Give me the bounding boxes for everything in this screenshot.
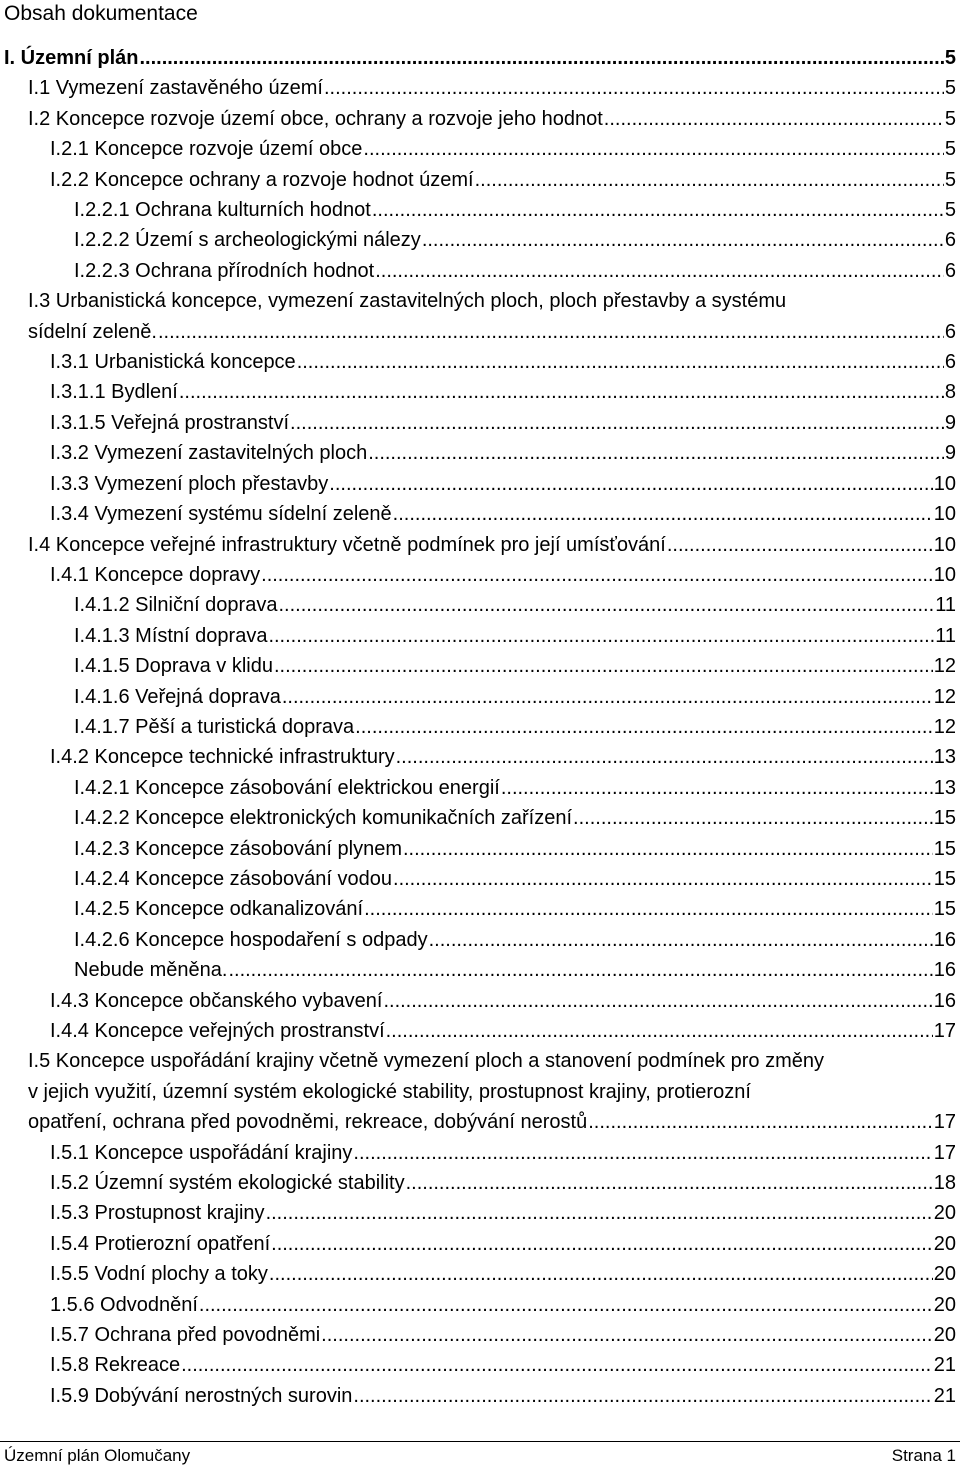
dot-leader <box>181 1350 933 1380</box>
dot-leader <box>368 438 944 468</box>
toc-entry[interactable] <box>0 590 960 620</box>
toc-entry[interactable] <box>0 347 960 377</box>
toc-entry[interactable] <box>0 43 960 73</box>
toc-entry[interactable] <box>0 986 960 1016</box>
dot-leader <box>266 1198 933 1228</box>
toc-entry-page: 16 <box>933 928 956 951</box>
toc-entry-title: I.2.2 Koncepce ochrany a rozvoje hodnot území <box>50 168 474 191</box>
dot-leader <box>604 104 944 134</box>
toc-entry[interactable] <box>0 286 960 347</box>
toc-entry-page: 20 <box>933 1202 956 1225</box>
dot-leader <box>403 834 933 864</box>
toc-entry-page: 12 <box>933 655 956 678</box>
toc-entry[interactable] <box>0 73 960 103</box>
toc-entry-title: 1.5.6 Odvodnění <box>50 1293 198 1316</box>
toc-entry-title: I.2.2.1 Ochrana kulturních hodnot <box>74 199 371 222</box>
toc-entry-page: 21 <box>933 1354 956 1377</box>
toc-entry-page: 17 <box>933 1111 956 1134</box>
toc-entry-page: 9 <box>944 442 956 465</box>
toc-entry[interactable] <box>0 894 960 924</box>
toc-entry[interactable] <box>0 377 960 407</box>
toc-entry-title: I.1 Vymezení zastavěného území <box>28 77 323 100</box>
toc-entry[interactable] <box>0 1259 960 1289</box>
dot-leader <box>271 1229 933 1259</box>
dot-leader <box>355 712 933 742</box>
toc-entry-page: 17 <box>933 1141 956 1164</box>
toc-entry-page: 20 <box>933 1293 956 1316</box>
dot-leader <box>199 1290 933 1320</box>
dot-leader <box>274 651 933 681</box>
dot-leader <box>353 1381 932 1411</box>
toc-entry-title: I.3.2 Vymezení zastavitelných ploch <box>50 442 368 465</box>
dot-leader <box>261 560 933 590</box>
toc-entry-title: I.5.9 Dobývání nerostných surovin <box>50 1384 353 1407</box>
toc-entry-page: 6 <box>944 351 956 374</box>
toc-entry-title: I.2 Koncepce rozvoje území obce, ochrany a rozvoje jeho hodnot <box>28 107 603 130</box>
dot-leader <box>393 864 933 894</box>
toc-entry[interactable] <box>0 651 960 681</box>
dot-leader <box>363 134 943 164</box>
toc-entry-title: I.4.1.6 Veřejná doprava <box>74 685 281 708</box>
page-footer <box>0 1441 960 1468</box>
toc-entry-page: 16 <box>933 989 956 1012</box>
dot-leader <box>383 986 932 1016</box>
toc-entry-page: 6 <box>944 259 956 282</box>
toc-entry-title: I.4.2 Koncepce technické infrastruktury <box>50 746 395 769</box>
dot-leader <box>290 408 944 438</box>
dot-leader <box>269 1259 933 1289</box>
toc-entry-page: 10 <box>933 472 956 495</box>
dot-leader <box>158 317 944 347</box>
toc-entry-page: 6 <box>944 229 956 252</box>
toc-entry-title: I.4.4 Koncepce veřejných prostranství <box>50 1020 385 1042</box>
dot-leader <box>297 347 944 377</box>
toc-entry[interactable] <box>0 925 960 955</box>
dot-leader <box>282 682 933 712</box>
dot-leader <box>396 742 933 772</box>
toc-entry[interactable] <box>0 469 960 499</box>
toc-entry-title: I.3.1.1 Bydlení <box>50 381 178 404</box>
toc-entry-title: I.4.1.5 Doprava v klidu <box>74 655 273 678</box>
toc-entry-title: I.5.5 Vodní plochy a toky <box>50 1263 268 1286</box>
dot-leader <box>278 590 934 620</box>
toc-entry[interactable] <box>0 1229 960 1259</box>
toc-entry-title: I.3.3 Vymezení ploch přestavby <box>50 472 329 495</box>
toc-entry-title: I.2.2.2 Území s archeologickými nálezy <box>74 229 421 252</box>
dot-leader <box>386 1016 933 1046</box>
toc-entry[interactable] <box>0 1320 960 1350</box>
toc-entry-title: I.5.4 Protierozní opatření <box>50 1232 271 1255</box>
toc-entry-title: I.3 Urbanistická koncepce, vymezení zastavitelných ploch, ploch přestavby a systému <box>28 290 787 313</box>
dot-leader <box>422 225 944 255</box>
toc-entry-title: I.4.1 Koncepce dopravy <box>50 563 261 586</box>
toc-entry-page: 11 <box>935 594 956 617</box>
toc-entry-title: I.4.2.5 Koncepce odkanalizování <box>74 898 364 921</box>
toc-entry-title: I.4 Koncepce veřejné infrastruktury včetně podmínek pro její umísťování <box>28 533 666 556</box>
toc-entry-page: 10 <box>933 533 956 556</box>
toc-entry-page: 5 <box>944 168 956 191</box>
dot-leader <box>475 165 944 195</box>
toc-entry-title: I.5.3 Prostupnost krajiny <box>50 1202 265 1225</box>
toc-entry-title: I.4.1.7 Pěší a turistická doprava <box>74 715 355 738</box>
toc-entry-title-continued: opatření, ochrana před povodněmi, rekreace, dobývání nerostů <box>28 1111 588 1134</box>
toc-entry[interactable] <box>0 560 960 590</box>
toc-entry-page: 15 <box>933 867 956 890</box>
toc-entry-page: 12 <box>933 715 956 738</box>
toc-entry-title: I.4.2.6 Koncepce hospodaření s odpady <box>74 928 428 951</box>
toc-entry-page: 10 <box>933 503 956 526</box>
toc-entry-page: 5 <box>944 107 956 130</box>
toc-entry-title: I.3.4 Vymezení systému sídelní zeleně <box>50 503 392 526</box>
table-of-contents <box>0 43 960 1411</box>
toc-entry-page: 10 <box>933 563 956 586</box>
toc-entry-title: I.2.2.3 Ochrana přírodních hodnot <box>74 259 375 282</box>
toc-entry[interactable] <box>0 1198 960 1228</box>
toc-entry-page: 20 <box>933 1324 956 1347</box>
toc-entry[interactable] <box>0 438 960 468</box>
dot-leader <box>268 621 934 651</box>
toc-entry[interactable] <box>0 1138 960 1168</box>
toc-entry-title: I.2.1 Koncepce rozvoje území obce <box>50 138 363 161</box>
toc-entry-title: I.4.2.4 Koncepce zásobování vodou <box>74 867 393 890</box>
toc-entry-title: I. Územní plán <box>4 47 139 69</box>
toc-entry[interactable] <box>0 1290 960 1320</box>
toc-entry[interactable] <box>0 104 960 134</box>
dot-leader <box>588 1107 933 1137</box>
toc-entry[interactable] <box>0 682 960 712</box>
toc-entry-title: I.5.2 Územní systém ekologické stability <box>50 1172 405 1195</box>
toc-entry[interactable] <box>0 165 960 195</box>
toc-entry[interactable] <box>0 134 960 164</box>
document-heading: Obsah dokumentace <box>4 2 198 25</box>
dot-leader <box>353 1138 932 1168</box>
toc-entry[interactable] <box>0 773 960 803</box>
toc-entry-page: 18 <box>933 1172 956 1195</box>
toc-entry[interactable] <box>0 834 960 864</box>
dot-leader <box>228 955 932 985</box>
toc-entry-page: 12 <box>933 685 956 708</box>
toc-entry-title: I.4.3 Koncepce občanského vybavení <box>50 989 383 1012</box>
dot-leader <box>573 803 933 833</box>
toc-entry[interactable] <box>0 1381 960 1411</box>
toc-entry[interactable] <box>0 712 960 742</box>
toc-entry-page: 13 <box>933 776 956 799</box>
toc-entry-page: 20 <box>933 1263 956 1286</box>
toc-entry-title: I.4.1.2 Silniční doprava <box>74 594 278 617</box>
footer-page-number: Strana 1 <box>891 1446 956 1465</box>
toc-entry-title: I.3.1 Urbanistická koncepce <box>50 351 296 374</box>
toc-entry-page: 9 <box>944 411 956 434</box>
dot-leader <box>375 256 944 286</box>
toc-entry-page: 11 <box>935 624 956 647</box>
dot-leader <box>406 1168 933 1198</box>
toc-entry-title: I.5.1 Koncepce uspořádání krajiny <box>50 1141 353 1164</box>
dot-leader <box>393 499 933 529</box>
toc-entry-title: I.4.1.3 Místní doprava <box>74 624 268 647</box>
toc-entry-title: I.4.2.3 Koncepce zásobování plynem <box>74 837 402 860</box>
toc-entry-title: I.4.2.2 Koncepce elektronických komunikačních zařízení <box>74 807 573 830</box>
toc-entry[interactable] <box>0 1168 960 1198</box>
dot-leader <box>324 73 944 103</box>
toc-entry-title: I.5 Koncepce uspořádání krajiny včetně vymezení ploch a stanovení podmínek pro změny <box>28 1050 825 1073</box>
toc-entry-page: 15 <box>933 837 956 860</box>
toc-entry-page: 5 <box>944 47 956 69</box>
toc-entry-title: Nebude měněna. <box>74 959 228 982</box>
toc-entry[interactable] <box>0 864 960 894</box>
toc-entry-page: 5 <box>944 199 956 222</box>
toc-entry-page: 16 <box>933 959 956 982</box>
toc-entry-title: I.3.1.5 Veřejná prostranství <box>50 411 290 434</box>
toc-entry[interactable] <box>0 530 960 560</box>
toc-entry[interactable] <box>0 408 960 438</box>
toc-entry-page: 5 <box>944 138 956 161</box>
toc-entry[interactable] <box>0 195 960 225</box>
toc-entry-page: 17 <box>933 1020 956 1042</box>
dot-leader <box>667 530 933 560</box>
toc-entry-page: 5 <box>944 77 956 100</box>
dot-leader <box>364 894 933 924</box>
toc-entry-title: I.4.2.1 Koncepce zásobování elektrickou energií <box>74 776 500 799</box>
toc-entry-title: I.5.8 Rekreace <box>50 1354 181 1377</box>
toc-entry-page: 20 <box>933 1232 956 1255</box>
toc-entry[interactable] <box>0 1016 960 1046</box>
dot-leader <box>429 925 933 955</box>
dot-leader <box>179 377 944 407</box>
toc-entry-page: 6 <box>944 320 956 343</box>
toc-entry[interactable] <box>0 225 960 255</box>
dot-leader <box>372 195 944 225</box>
toc-entry-page: 21 <box>933 1384 956 1407</box>
dot-leader <box>329 469 932 499</box>
toc-entry[interactable] <box>0 256 960 286</box>
toc-entry[interactable] <box>0 955 960 985</box>
toc-entry[interactable] <box>0 499 960 529</box>
toc-entry-page: 15 <box>933 807 956 830</box>
dot-leader <box>321 1320 933 1350</box>
footer-document-title: Územní plán Olomučany <box>4 1446 191 1465</box>
toc-entry[interactable] <box>0 803 960 833</box>
toc-entry[interactable] <box>0 621 960 651</box>
toc-entry-page: 15 <box>933 898 956 921</box>
toc-entry-title: I.5.7 Ochrana před povodněmi <box>50 1324 321 1347</box>
toc-entry-title-continued: sídelní zeleně. <box>28 320 157 343</box>
dot-leader <box>139 43 943 73</box>
dot-leader <box>501 773 933 803</box>
toc-entry[interactable] <box>0 1350 960 1380</box>
toc-entry[interactable] <box>0 742 960 772</box>
toc-entry[interactable] <box>0 1046 960 1137</box>
toc-entry-title-continued: v jejich využití, územní systém ekologické stability, prostupnost krajiny, protierozní <box>28 1080 751 1103</box>
toc-entry-page: 8 <box>944 381 956 404</box>
toc-entry-page: 13 <box>933 746 956 769</box>
